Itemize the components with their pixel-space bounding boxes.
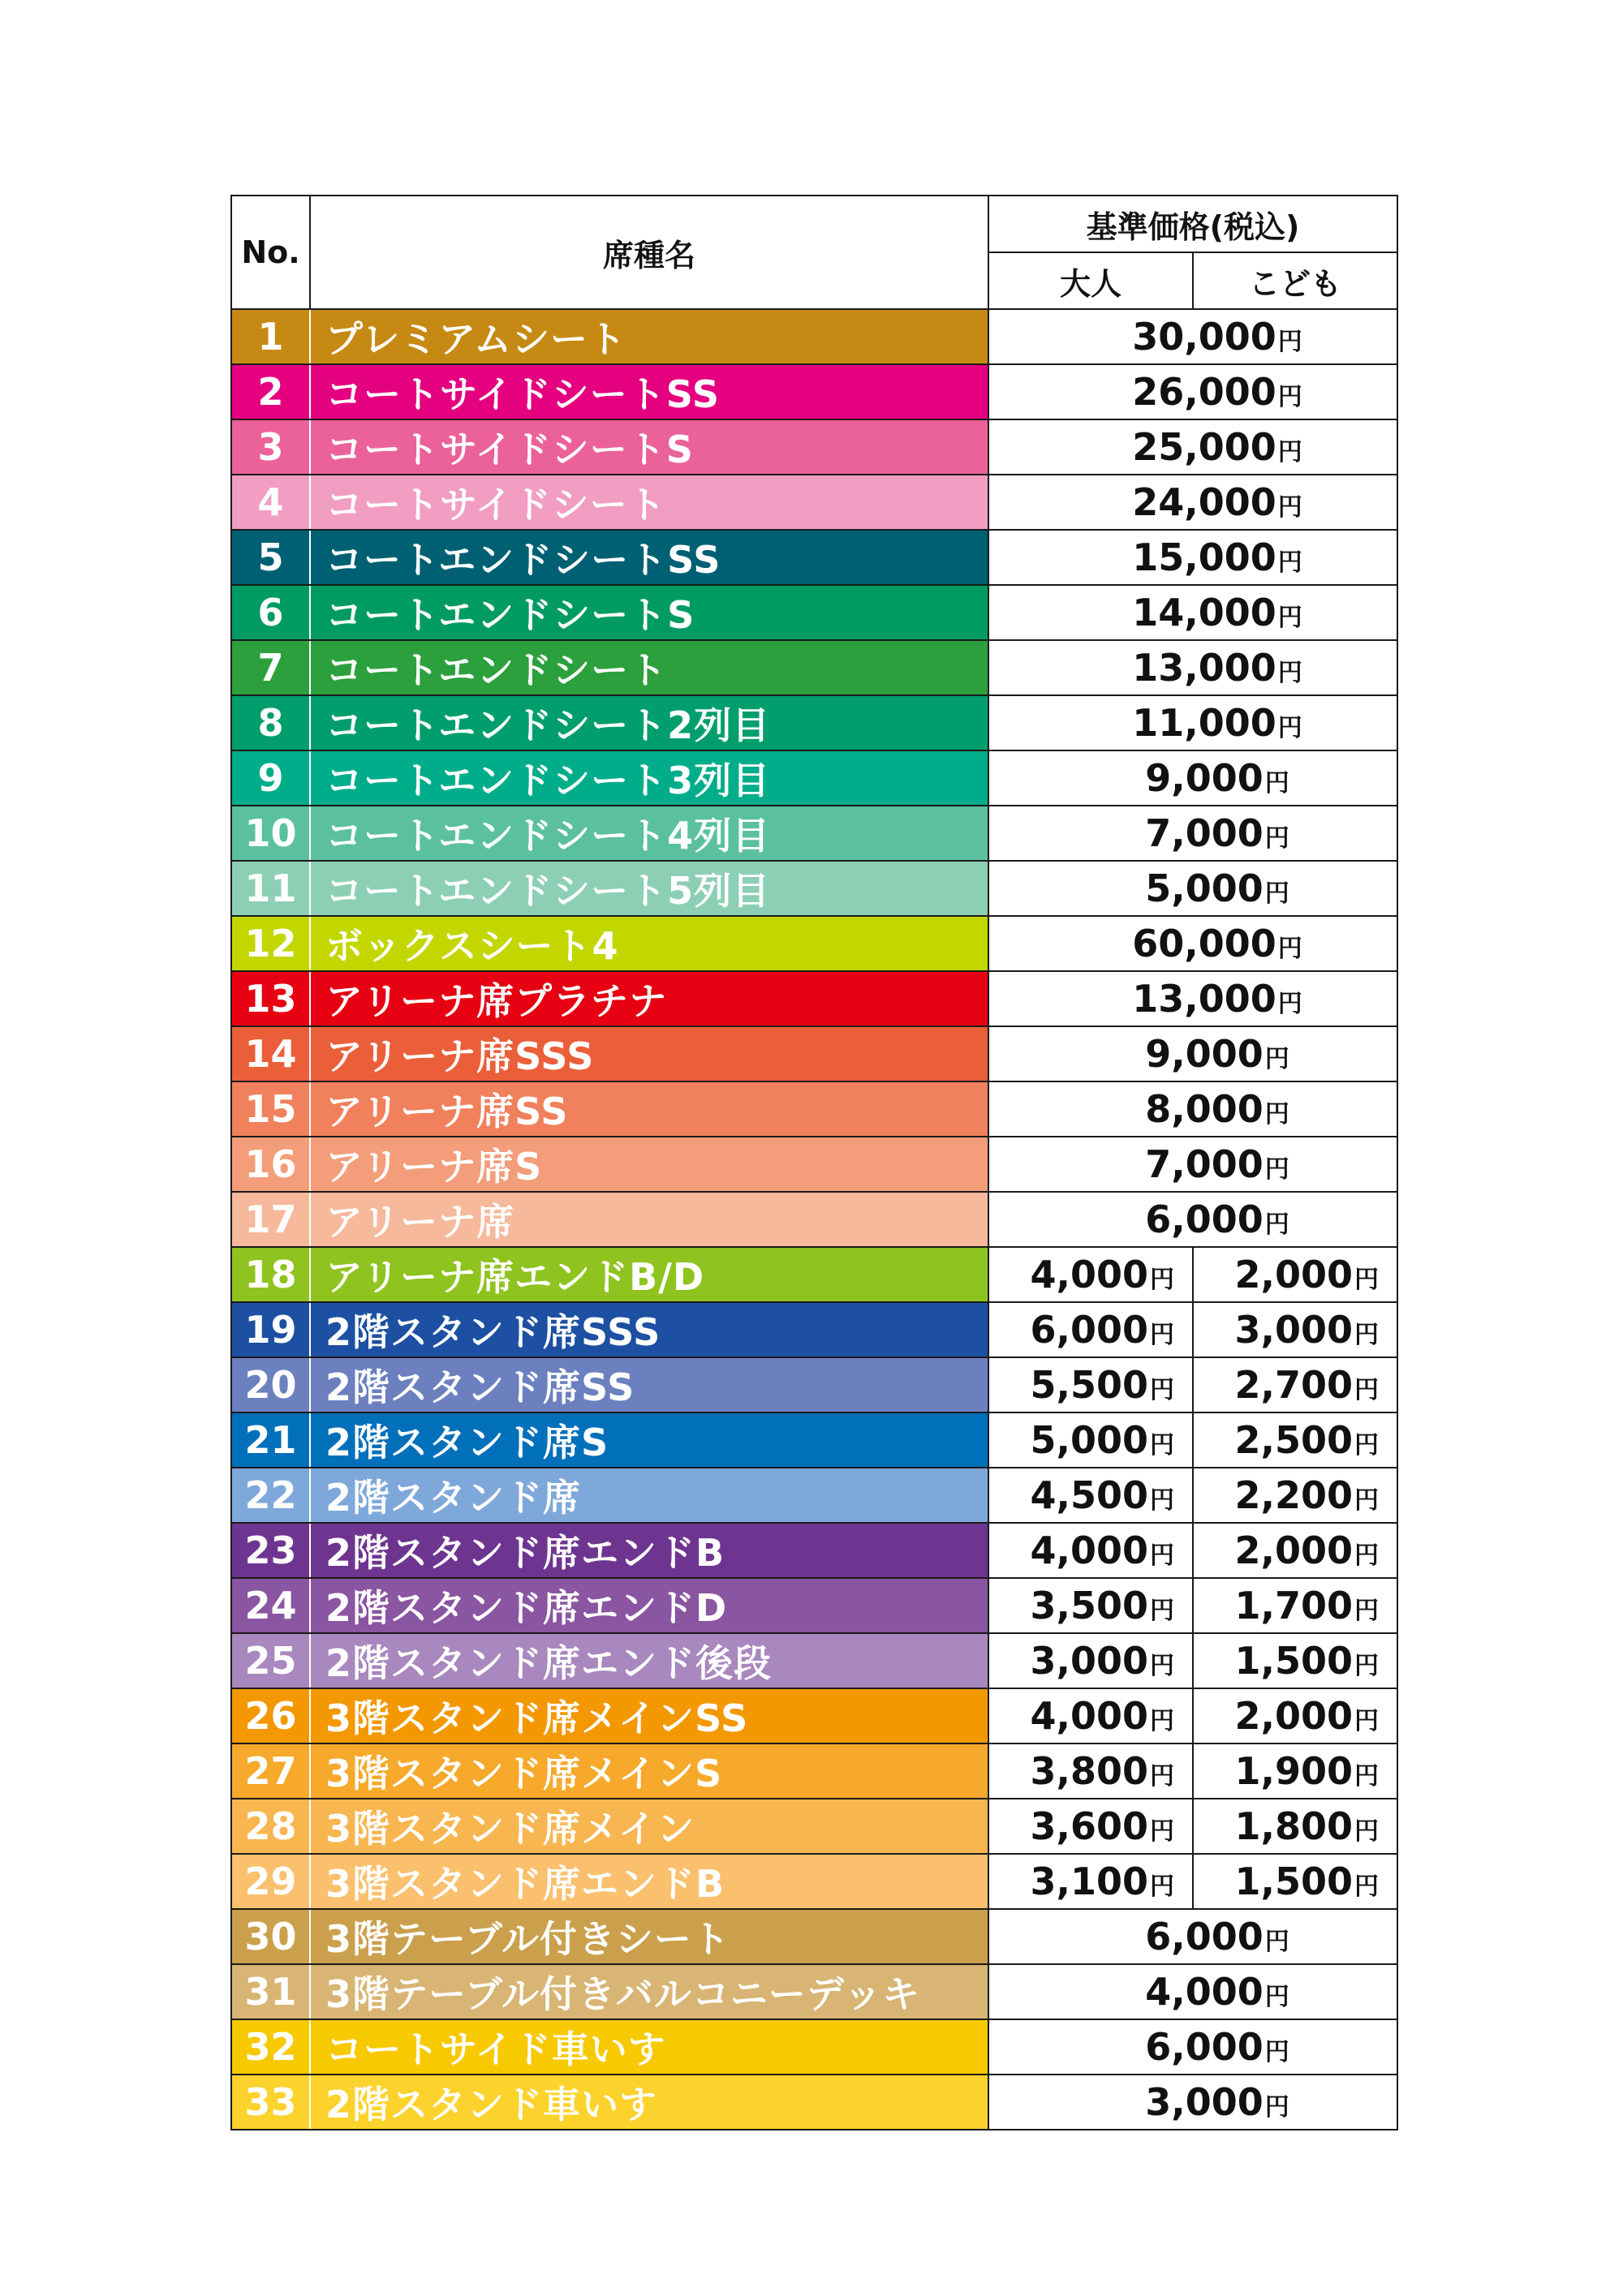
seat-name: アリーナ席エンドB/D bbox=[310, 1247, 988, 1302]
table-row bbox=[231, 1578, 1397, 1633]
yen-unit: 円 bbox=[1150, 1266, 1174, 1294]
seat-number: 5 bbox=[231, 530, 310, 585]
seat-name: 2階スタンド席SSS bbox=[310, 1302, 988, 1357]
yen-unit: 円 bbox=[1277, 714, 1302, 742]
price bbox=[988, 916, 1397, 971]
price-value: 7,000 bbox=[1145, 811, 1264, 855]
seat-name: アリーナ席 bbox=[310, 1192, 988, 1247]
table-row bbox=[231, 806, 1397, 861]
price-adult-value: 3,600 bbox=[1030, 1804, 1148, 1848]
seat-number: 25 bbox=[231, 1633, 310, 1688]
table-row bbox=[231, 309, 1397, 364]
table-row bbox=[231, 364, 1397, 419]
seat-number: 17 bbox=[231, 1192, 310, 1247]
seat-number: 6 bbox=[231, 585, 310, 640]
yen-unit: 円 bbox=[1354, 1266, 1379, 1294]
price-value: 15,000 bbox=[1132, 535, 1276, 579]
table-row bbox=[231, 971, 1397, 1026]
seat-number: 19 bbox=[231, 1302, 310, 1357]
price bbox=[988, 419, 1397, 475]
seat-number: 3 bbox=[231, 419, 310, 475]
seat-name: コートエンドシート5列目 bbox=[310, 861, 988, 916]
seat-number: 26 bbox=[231, 1688, 310, 1743]
price-adult bbox=[988, 1247, 1193, 1302]
price bbox=[988, 2019, 1397, 2075]
seat-number: 1 bbox=[231, 309, 310, 364]
price bbox=[988, 971, 1397, 1026]
price-table bbox=[230, 195, 1398, 2130]
yen-unit: 円 bbox=[1354, 1376, 1379, 1404]
seat-name: コートエンドシート2列目 bbox=[310, 695, 988, 750]
table-row bbox=[231, 640, 1397, 695]
seat-name: 2階スタンド席S bbox=[310, 1412, 988, 1468]
seat-number: 14 bbox=[231, 1026, 310, 1081]
price bbox=[988, 750, 1397, 806]
price bbox=[988, 1081, 1397, 1137]
price-adult bbox=[988, 1854, 1193, 1909]
yen-unit: 円 bbox=[1150, 1652, 1174, 1680]
seat-number: 31 bbox=[231, 1964, 310, 2019]
price-adult-value: 5,000 bbox=[1030, 1418, 1148, 1462]
price-adult-value: 6,000 bbox=[1030, 1308, 1148, 1352]
seat-name: アリーナ席SSS bbox=[310, 1026, 988, 1081]
table-row bbox=[231, 585, 1397, 640]
seat-name: 3階テーブル付きバルコニーデッキ bbox=[310, 1964, 988, 2019]
price-adult-value: 5,500 bbox=[1030, 1363, 1148, 1407]
seat-number: 4 bbox=[231, 475, 310, 530]
table-row bbox=[231, 1743, 1397, 1799]
table-row bbox=[231, 1137, 1397, 1192]
seat-number: 16 bbox=[231, 1137, 310, 1192]
table-row bbox=[231, 1192, 1397, 1247]
yen-unit: 円 bbox=[1150, 1707, 1174, 1735]
price-child bbox=[1193, 1412, 1397, 1468]
price bbox=[988, 585, 1397, 640]
table-row bbox=[231, 1633, 1397, 1688]
price-value: 4,000 bbox=[1145, 1970, 1264, 2014]
header-row-top bbox=[231, 196, 1397, 252]
seat-name: アリーナ席SS bbox=[310, 1081, 988, 1137]
price-value: 30,000 bbox=[1132, 315, 1276, 359]
seat-number: 29 bbox=[231, 1854, 310, 1909]
table-row bbox=[231, 2019, 1397, 2075]
price-child-value: 1,500 bbox=[1234, 1639, 1353, 1683]
yen-unit: 円 bbox=[1277, 493, 1302, 522]
price-value: 6,000 bbox=[1145, 2025, 1264, 2069]
price-child-value: 2,700 bbox=[1234, 1363, 1353, 1407]
seat-name: 2階スタンド車いす bbox=[310, 2075, 988, 2130]
price-adult-value: 4,500 bbox=[1030, 1473, 1148, 1517]
price-adult bbox=[988, 1468, 1193, 1523]
price-value: 60,000 bbox=[1132, 922, 1276, 965]
price-value: 24,000 bbox=[1132, 480, 1276, 524]
yen-unit: 円 bbox=[1150, 1486, 1174, 1515]
seat-name: 3階スタンド席メインS bbox=[310, 1743, 988, 1799]
seat-number: 27 bbox=[231, 1743, 310, 1799]
yen-unit: 円 bbox=[1277, 548, 1302, 577]
seat-number: 2 bbox=[231, 364, 310, 419]
price-child-value: 3,000 bbox=[1234, 1308, 1353, 1352]
price bbox=[988, 1192, 1397, 1247]
price-child bbox=[1193, 1743, 1397, 1799]
table-row bbox=[231, 1964, 1397, 2019]
price-adult bbox=[988, 1357, 1193, 1412]
table-row bbox=[231, 861, 1397, 916]
price bbox=[988, 1909, 1397, 1964]
yen-unit: 円 bbox=[1150, 1762, 1174, 1791]
seat-number: 11 bbox=[231, 861, 310, 916]
yen-unit: 円 bbox=[1150, 1431, 1174, 1460]
yen-unit: 円 bbox=[1150, 1321, 1174, 1349]
seat-name: 3階スタンド席メイン bbox=[310, 1799, 988, 1854]
seat-number: 33 bbox=[231, 2075, 310, 2130]
seat-name: コートサイド車いす bbox=[310, 2019, 988, 2075]
price bbox=[988, 1026, 1397, 1081]
price-child-value: 1,700 bbox=[1234, 1584, 1353, 1627]
price bbox=[988, 1137, 1397, 1192]
seat-number: 9 bbox=[231, 750, 310, 806]
yen-unit: 円 bbox=[1264, 769, 1289, 798]
price bbox=[988, 2075, 1397, 2130]
seat-name: コートエンドシートS bbox=[310, 585, 988, 640]
price-child-value: 2,200 bbox=[1234, 1473, 1353, 1517]
table-row bbox=[231, 1854, 1397, 1909]
price bbox=[988, 530, 1397, 585]
price-adult bbox=[988, 1578, 1193, 1633]
header-adult: 大人 bbox=[988, 252, 1193, 309]
header-seat-name: 席種名 bbox=[310, 196, 988, 309]
seat-number: 8 bbox=[231, 695, 310, 750]
yen-unit: 円 bbox=[1264, 824, 1289, 853]
seat-number: 7 bbox=[231, 640, 310, 695]
yen-unit: 円 bbox=[1354, 1431, 1379, 1460]
yen-unit: 円 bbox=[1354, 1597, 1379, 1625]
yen-unit: 円 bbox=[1277, 604, 1302, 632]
table-row bbox=[231, 750, 1397, 806]
table-row bbox=[231, 419, 1397, 475]
price-child bbox=[1193, 1578, 1397, 1633]
header-base-price: 基準価格(税込) bbox=[988, 196, 1397, 252]
seat-number: 24 bbox=[231, 1578, 310, 1633]
price-child-value: 2,000 bbox=[1234, 1253, 1353, 1296]
price-adult bbox=[988, 1799, 1193, 1854]
price-child bbox=[1193, 1468, 1397, 1523]
table-row bbox=[231, 475, 1397, 530]
seat-name: 2階スタンド席エンド後段 bbox=[310, 1633, 988, 1688]
price-value: 26,000 bbox=[1132, 370, 1276, 414]
price-child bbox=[1193, 1523, 1397, 1578]
price-adult bbox=[988, 1523, 1193, 1578]
price-value: 6,000 bbox=[1145, 1197, 1264, 1241]
price-child-value: 2,500 bbox=[1234, 1418, 1353, 1462]
table-row bbox=[231, 1026, 1397, 1081]
seat-name: コートエンドシートSS bbox=[310, 530, 988, 585]
seat-name: コートエンドシート4列目 bbox=[310, 806, 988, 861]
seat-number: 21 bbox=[231, 1412, 310, 1468]
yen-unit: 円 bbox=[1354, 1872, 1379, 1901]
table-row bbox=[231, 1412, 1397, 1468]
yen-unit: 円 bbox=[1264, 1045, 1289, 1073]
price-child bbox=[1193, 1302, 1397, 1357]
seat-name: コートサイドシートS bbox=[310, 419, 988, 475]
price-child bbox=[1193, 1799, 1397, 1854]
yen-unit: 円 bbox=[1264, 1155, 1289, 1184]
yen-unit: 円 bbox=[1354, 1652, 1379, 1680]
price-child-value: 2,000 bbox=[1234, 1694, 1353, 1738]
table-row bbox=[231, 1909, 1397, 1964]
seat-name: 3階テーブル付きシート bbox=[310, 1909, 988, 1964]
price-value: 11,000 bbox=[1132, 701, 1276, 745]
price-value: 3,000 bbox=[1145, 2080, 1264, 2124]
price-child bbox=[1193, 1633, 1397, 1688]
price bbox=[988, 1964, 1397, 2019]
price bbox=[988, 309, 1397, 364]
seat-number: 12 bbox=[231, 916, 310, 971]
price-child bbox=[1193, 1854, 1397, 1909]
seat-number: 10 bbox=[231, 806, 310, 861]
seat-name: 2階スタンド席エンドB bbox=[310, 1523, 988, 1578]
yen-unit: 円 bbox=[1354, 1486, 1379, 1515]
price-value: 13,000 bbox=[1132, 646, 1276, 690]
yen-unit: 円 bbox=[1264, 1928, 1289, 1956]
price-child-value: 1,500 bbox=[1234, 1860, 1353, 1903]
price-adult bbox=[988, 1302, 1193, 1357]
price-adult-value: 3,500 bbox=[1030, 1584, 1148, 1627]
seat-name: プレミアムシート bbox=[310, 309, 988, 364]
price-value: 7,000 bbox=[1145, 1142, 1264, 1186]
price-adult bbox=[988, 1688, 1193, 1743]
price-adult bbox=[988, 1743, 1193, 1799]
seat-name: コートサイドシートSS bbox=[310, 364, 988, 419]
price-adult-value: 3,800 bbox=[1030, 1749, 1148, 1793]
yen-unit: 円 bbox=[1354, 1321, 1379, 1349]
yen-unit: 円 bbox=[1150, 1872, 1174, 1901]
price-value: 6,000 bbox=[1145, 1915, 1264, 1958]
price bbox=[988, 364, 1397, 419]
seat-number: 13 bbox=[231, 971, 310, 1026]
yen-unit: 円 bbox=[1150, 1541, 1174, 1570]
price-adult-value: 4,000 bbox=[1030, 1253, 1148, 1296]
table-row bbox=[231, 1523, 1397, 1578]
price-child-value: 1,800 bbox=[1234, 1804, 1353, 1848]
table-row bbox=[231, 695, 1397, 750]
seat-name: 3階スタンド席メインSS bbox=[310, 1688, 988, 1743]
price-value: 25,000 bbox=[1132, 425, 1276, 469]
yen-unit: 円 bbox=[1150, 1817, 1174, 1846]
price-value: 5,000 bbox=[1145, 866, 1264, 910]
table-row bbox=[231, 1688, 1397, 1743]
price bbox=[988, 861, 1397, 916]
table-row bbox=[231, 1081, 1397, 1137]
seat-number: 15 bbox=[231, 1081, 310, 1137]
yen-unit: 円 bbox=[1264, 1983, 1289, 2011]
table-row bbox=[231, 1247, 1397, 1302]
seat-name: 2階スタンド席SS bbox=[310, 1357, 988, 1412]
price-child-value: 2,000 bbox=[1234, 1529, 1353, 1572]
seat-number: 32 bbox=[231, 2019, 310, 2075]
price-child bbox=[1193, 1247, 1397, 1302]
yen-unit: 円 bbox=[1264, 2038, 1289, 2066]
yen-unit: 円 bbox=[1277, 383, 1302, 411]
price-value: 9,000 bbox=[1145, 1032, 1264, 1076]
price-adult-value: 4,000 bbox=[1030, 1529, 1148, 1572]
price-child-value: 1,900 bbox=[1234, 1749, 1353, 1793]
table-row bbox=[231, 530, 1397, 585]
yen-unit: 円 bbox=[1277, 438, 1302, 467]
price-child bbox=[1193, 1357, 1397, 1412]
yen-unit: 円 bbox=[1264, 1100, 1289, 1129]
seat-number: 22 bbox=[231, 1468, 310, 1523]
price bbox=[988, 475, 1397, 530]
price-value: 14,000 bbox=[1132, 591, 1276, 634]
seat-name: コートエンドシート3列目 bbox=[310, 750, 988, 806]
seat-name: 2階スタンド席 bbox=[310, 1468, 988, 1523]
yen-unit: 円 bbox=[1277, 935, 1302, 963]
yen-unit: 円 bbox=[1150, 1597, 1174, 1625]
yen-unit: 円 bbox=[1264, 2093, 1289, 2122]
seat-name: アリーナ席プラチナ bbox=[310, 971, 988, 1026]
table-row bbox=[231, 1357, 1397, 1412]
price-value: 13,000 bbox=[1132, 977, 1276, 1021]
price-child bbox=[1193, 1688, 1397, 1743]
table-row bbox=[231, 1302, 1397, 1357]
yen-unit: 円 bbox=[1277, 328, 1302, 356]
seat-name: 2階スタンド席エンドD bbox=[310, 1578, 988, 1633]
price bbox=[988, 640, 1397, 695]
price-value: 9,000 bbox=[1145, 756, 1264, 800]
price-adult-value: 4,000 bbox=[1030, 1694, 1148, 1738]
yen-unit: 円 bbox=[1277, 659, 1302, 687]
table-row bbox=[231, 1468, 1397, 1523]
yen-unit: 円 bbox=[1264, 1210, 1289, 1239]
seat-number: 20 bbox=[231, 1357, 310, 1412]
yen-unit: 円 bbox=[1150, 1376, 1174, 1404]
yen-unit: 円 bbox=[1354, 1817, 1379, 1846]
seat-number: 18 bbox=[231, 1247, 310, 1302]
yen-unit: 円 bbox=[1264, 879, 1289, 908]
price-adult-value: 3,100 bbox=[1030, 1860, 1148, 1903]
table-row bbox=[231, 2075, 1397, 2130]
seat-name: ボックスシート4 bbox=[310, 916, 988, 971]
seat-name: アリーナ席S bbox=[310, 1137, 988, 1192]
header-no: No. bbox=[231, 196, 310, 309]
price-adult-value: 3,000 bbox=[1030, 1639, 1148, 1683]
price bbox=[988, 695, 1397, 750]
seat-number: 23 bbox=[231, 1523, 310, 1578]
price-value: 8,000 bbox=[1145, 1087, 1264, 1131]
price-adult bbox=[988, 1412, 1193, 1468]
yen-unit: 円 bbox=[1354, 1762, 1379, 1791]
seat-name: 3階スタンド席エンドB bbox=[310, 1854, 988, 1909]
seat-number: 30 bbox=[231, 1909, 310, 1964]
header-child: こども bbox=[1193, 252, 1397, 309]
yen-unit: 円 bbox=[1354, 1541, 1379, 1570]
yen-unit: 円 bbox=[1277, 990, 1302, 1018]
table-row bbox=[231, 916, 1397, 971]
seat-name: コートサイドシート bbox=[310, 475, 988, 530]
table-row bbox=[231, 1799, 1397, 1854]
yen-unit: 円 bbox=[1354, 1707, 1379, 1735]
table-body bbox=[231, 309, 1397, 2130]
price-adult bbox=[988, 1633, 1193, 1688]
seat-name: コートエンドシート bbox=[310, 640, 988, 695]
price bbox=[988, 806, 1397, 861]
seat-number: 28 bbox=[231, 1799, 310, 1854]
